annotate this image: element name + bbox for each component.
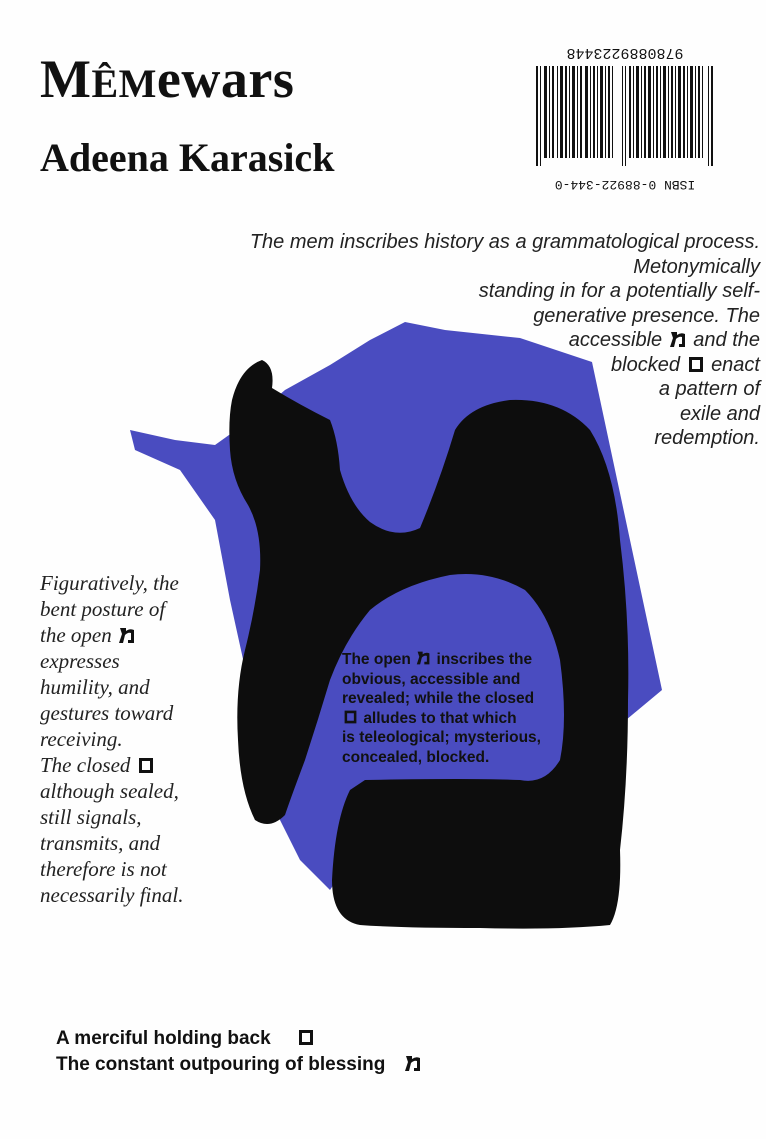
- bottom-lines: A merciful holding back The constant outpouring of blessing: [56, 1026, 423, 1078]
- inner-text-block: The open inscribes the obvious, accessible and revealed; while the closed alludes to that which is teleological; mysterious, concealed, blocked.: [342, 651, 541, 766]
- open-mem-icon: [403, 1054, 423, 1073]
- left-column-text: Figuratively, the bent posture of the open expresses humility, and gestures toward receiving. The closed although sealed, still signals, transmits, and therefore is not necessarily final.: [40, 571, 184, 907]
- isbn-barcode: [530, 44, 720, 192]
- final-mem-icon: [686, 355, 706, 374]
- book-title: MÊMewars: [40, 49, 295, 109]
- intro-paragraph: The mem inscribes history as a grammatological process. Metonymically standing in for a potentially self- generative presence. The accessible and the blocked enact a pattern of exile and redemption.: [249, 231, 760, 449]
- isbn-label: ISBN 0-88922-344-0: [554, 177, 696, 192]
- final-mem-icon: [136, 756, 156, 775]
- open-mem-icon: [668, 330, 688, 349]
- barcode-bars: [534, 66, 716, 166]
- barcode-number: 9780889223448: [566, 44, 684, 61]
- open-mem-icon: [117, 626, 137, 645]
- open-mem-icon: [415, 650, 432, 666]
- final-mem-icon: [296, 1028, 316, 1047]
- author-name: Adeena Karasick: [40, 135, 335, 180]
- final-mem-icon: [342, 709, 359, 725]
